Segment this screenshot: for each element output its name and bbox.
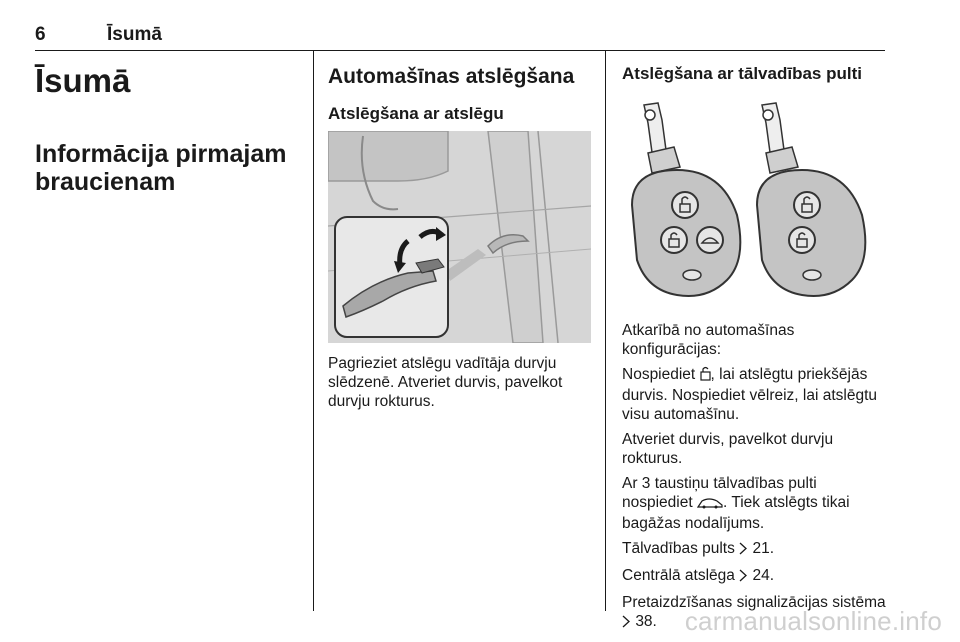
chapter-title: Īsumā [35, 62, 131, 99]
ref-central-lock-text: Centrālā atslēga [622, 567, 740, 584]
header-divider [35, 50, 885, 51]
unlock-text-a: Nospiediet [622, 366, 700, 383]
section-heading: Automašīnas atslēgšana [328, 65, 575, 88]
column-2-body [328, 354, 594, 417]
running-title: Īsumā [107, 24, 162, 45]
trunk-text-a: Ar 3 taustiņu tālvadības pulti nospiediet [622, 475, 817, 511]
column-divider-1 [313, 51, 314, 611]
column-3-body [622, 321, 890, 639]
ref-remote [622, 539, 890, 560]
ref-remote-page: 21. [752, 540, 775, 557]
column-2 [328, 62, 594, 126]
ref-central-lock-page: 24. [752, 567, 775, 584]
open-doors-paragraph: Atveriet durvis, pavelkot durvju rokturus. [622, 431, 834, 467]
ref-alarm-page: 38. [635, 613, 657, 630]
key-unlock-paragraph: Pagrieziet atslēgu vadītāja durvju slēdzenē. Atveriet durvis, pavelkot durvju rokturus. [328, 355, 563, 410]
page-header [35, 24, 885, 50]
unlock-icon [700, 366, 711, 386]
ref-central-lock [622, 566, 890, 587]
remote-key-3-button [757, 103, 865, 296]
remote-key-2-button [632, 103, 740, 296]
trunk-text-b: . Tiek atslēgts tikai bagāžas nodalījums. [622, 494, 850, 532]
page-ref-arrow-icon [739, 568, 748, 587]
column-1 [35, 62, 305, 196]
unlock-button-paragraph [622, 365, 890, 424]
column-3 [622, 62, 890, 86]
door-lock-illustration [328, 131, 591, 343]
ref-alarm-text: Pretaizdzīšanas signalizācijas sistēma [622, 594, 886, 611]
trunk-button-paragraph [622, 474, 890, 533]
subheading-key-unlock: Atslēgšana ar atslēgu [328, 104, 504, 123]
column-divider-2 [605, 51, 606, 611]
unlock-text-b: , lai atslēgtu priekšējās durvis. Nospiediet vēlreiz, lai atslēgtu visu automašīnu. [622, 366, 878, 423]
config-paragraph: Atkarībā no automašīnas konfigurācijas: [622, 322, 795, 358]
section-title: Informācija pirmajam braucienam [35, 140, 287, 196]
subheading-remote-unlock: Atslēgšana ar tālvadības pulti [622, 64, 862, 83]
page-ref-arrow-icon [739, 541, 748, 560]
ref-remote-text: Tālvadības pults [622, 540, 740, 557]
car-trunk-icon [697, 495, 723, 514]
page-ref-arrow-icon [622, 614, 631, 633]
remote-keys-illustration [622, 95, 885, 307]
watermark: carmanualsonline.info [684, 606, 942, 636]
page-number: 6 [35, 24, 46, 45]
